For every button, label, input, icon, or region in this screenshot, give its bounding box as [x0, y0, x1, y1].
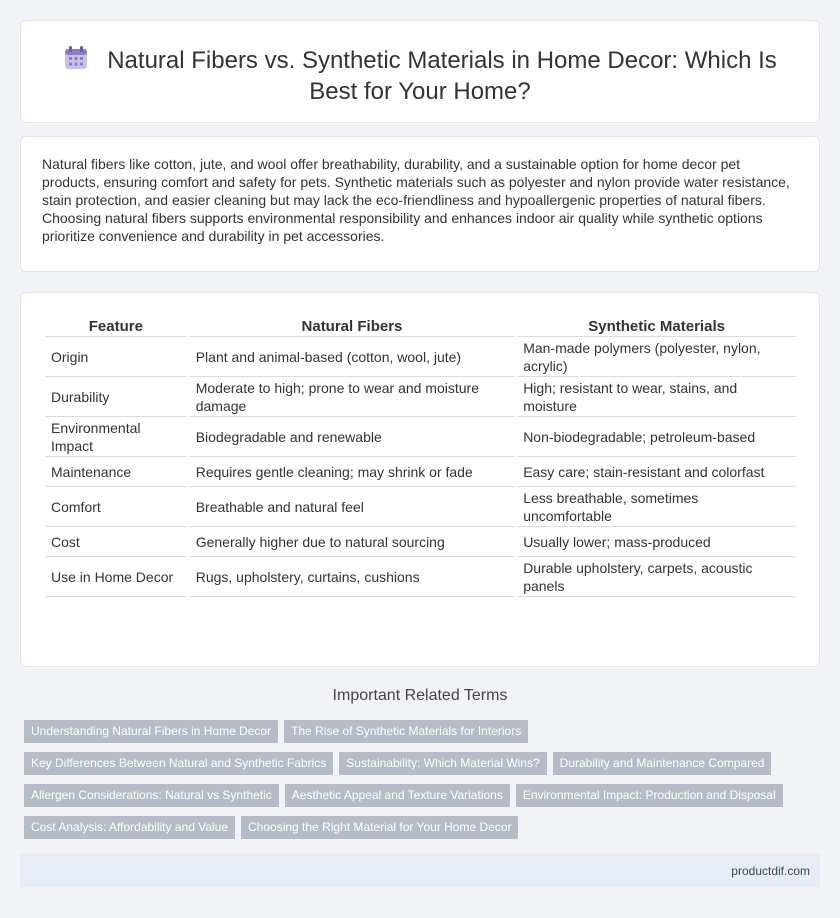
- table-cell-feature: Origin: [45, 337, 187, 377]
- header-feature: Feature: [45, 315, 187, 337]
- table-row: [45, 377, 796, 417]
- table-cell-natural: Biodegradable and renewable: [190, 417, 514, 457]
- table-row: [45, 457, 796, 487]
- comparison-table: [42, 315, 799, 597]
- table-cell-synthetic: Usually lower; mass-produced: [517, 527, 796, 557]
- table-row: [45, 417, 796, 457]
- table-header-row: [45, 315, 796, 337]
- related-term-tag[interactable]: Understanding Natural Fibers in Home Decor: [24, 720, 278, 743]
- footer: [20, 854, 820, 887]
- related-term-tag[interactable]: Allergen Considerations: Natural vs Synthetic: [24, 784, 279, 807]
- related-term-tag[interactable]: Key Differences Between Natural and Synthetic Fabrics: [24, 752, 333, 775]
- title-wrap: [61, 45, 779, 107]
- table-cell-natural: Moderate to high; prone to wear and moisture damage: [190, 377, 514, 417]
- table-cell-feature: Comfort: [45, 487, 187, 527]
- calendar-grid-icon: [63, 45, 89, 71]
- table-cell-feature: Environmental Impact: [45, 417, 187, 457]
- table-cell-natural: Requires gentle cleaning; may shrink or fade: [190, 457, 514, 487]
- header-synthetic-materials: Synthetic Materials: [517, 315, 796, 337]
- intro-card: [20, 136, 820, 272]
- table-cell-feature: Durability: [45, 377, 187, 417]
- table-cell-natural: Generally higher due to natural sourcing: [190, 527, 514, 557]
- comparison-card: [20, 292, 820, 667]
- table-cell-natural: Rugs, upholstery, curtains, cushions: [190, 557, 514, 597]
- table-cell-synthetic: Man-made polymers (polyester, nylon, acrylic): [517, 337, 796, 377]
- table-row: [45, 487, 796, 527]
- related-term-tag[interactable]: Cost Analysis: Affordability and Value: [24, 816, 235, 839]
- header-natural-fibers: Natural Fibers: [190, 315, 514, 337]
- page-title: Natural Fibers vs. Synthetic Materials in Home Decor: Which Is Best for Your Home?: [107, 47, 777, 105]
- table-row: [45, 557, 796, 597]
- table-cell-synthetic: High; resistant to wear, stains, and moisture: [517, 377, 796, 417]
- table-cell-synthetic: Durable upholstery, carpets, acoustic panels: [517, 557, 796, 597]
- related-term-tag[interactable]: Durability and Maintenance Compared: [553, 752, 772, 775]
- table-cell-feature: Use in Home Decor: [45, 557, 187, 597]
- related-term-tag[interactable]: The Rise of Synthetic Materials for Interiors: [284, 720, 528, 743]
- title-card: [20, 20, 820, 123]
- related-term-tag[interactable]: Sustainability: Which Material Wins?: [339, 752, 546, 775]
- table-cell-synthetic: Less breathable, sometimes uncomfortable: [517, 487, 796, 527]
- table-cell-synthetic: Non-biodegradable; petroleum-based: [517, 417, 796, 457]
- table-row: [45, 337, 796, 377]
- table-cell-feature: Maintenance: [45, 457, 187, 487]
- related-terms-heading: Important Related Terms: [332, 687, 508, 704]
- table-cell-natural: Breathable and natural feel: [190, 487, 514, 527]
- table-cell-feature: Cost: [45, 527, 187, 557]
- intro-paragraph: Natural fibers like cotton, jute, and wool offer breathability, durability, and a sustainable option for home decor pet products, ensuring comfort and safety for pets. Synthetic materials such as polyester and nylon provide water resistance, stain protection, and easier cleaning but may lack the eco-friendliness and hypoallergenic properties of natural fibers. Choosing natural fibers supports environmental responsibility and enhances indoor air quality while synthetic options prioritize convenience and durability in pet accessories.: [42, 156, 790, 244]
- related-terms-list: [24, 720, 804, 848]
- related-term-tag[interactable]: Environmental Impact: Production and Disposal: [516, 784, 783, 807]
- table-cell-synthetic: Easy care; stain-resistant and colorfast: [517, 457, 796, 487]
- footer-site-name[interactable]: productdif.com: [731, 864, 810, 878]
- related-term-tag[interactable]: Choosing the Right Material for Your Home Decor: [241, 816, 518, 839]
- table-cell-natural: Plant and animal-based (cotton, wool, jute): [190, 337, 514, 377]
- related-term-tag[interactable]: Aesthetic Appeal and Texture Variations: [285, 784, 510, 807]
- table-row: [45, 527, 796, 557]
